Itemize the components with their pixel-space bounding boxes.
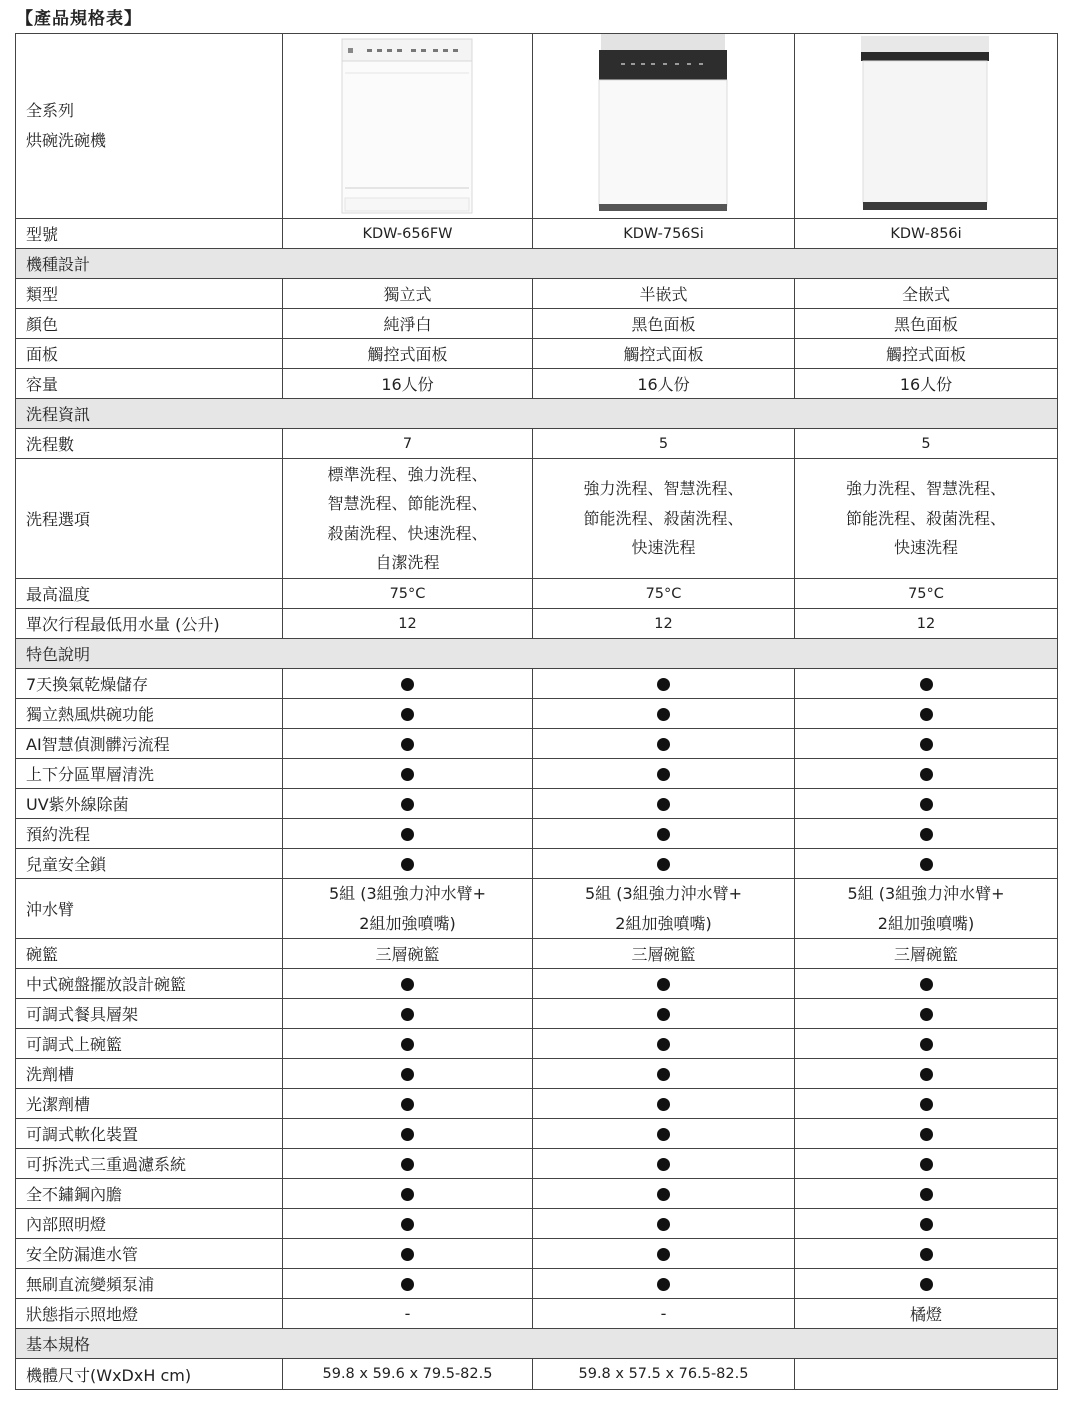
supported-dot-icon — [401, 1218, 414, 1231]
cell-value: 黑色面板 — [533, 309, 795, 339]
cell-value — [795, 1359, 1058, 1390]
feature-cell — [795, 729, 1058, 759]
program-option-line: 節能洗程、殺菌洗程、 — [845, 508, 1006, 528]
feature-cell — [283, 1059, 533, 1089]
feature-label: 洗劑槽 — [16, 1059, 283, 1089]
spray-line: 2組加強噴嘴) — [877, 913, 975, 933]
supported-dot-icon — [401, 1188, 414, 1201]
cell-value: 半嵌式 — [533, 279, 795, 309]
feature-cell — [533, 1029, 795, 1059]
supported-dot-icon — [920, 1188, 933, 1201]
feature-row — [16, 789, 1058, 819]
feature-cell — [795, 849, 1058, 879]
feature-cell — [533, 1119, 795, 1149]
cell-value: 獨立式 — [283, 279, 533, 309]
cell-value: 純淨白 — [283, 309, 533, 339]
feature-cell — [283, 1209, 533, 1239]
feature-cell — [533, 1269, 795, 1299]
table-row — [16, 879, 1058, 939]
cell-value: 75°C — [283, 579, 533, 609]
feature-cell — [533, 729, 795, 759]
supported-dot-icon — [657, 828, 670, 841]
feature-label: 全不鏽鋼內膽 — [16, 1179, 283, 1209]
cell-value: - — [283, 1299, 533, 1329]
table-row — [16, 369, 1058, 399]
supported-dot-icon — [401, 1038, 414, 1051]
row-label: 顏色 — [16, 309, 283, 339]
section-design — [16, 249, 1058, 279]
feature-cell — [795, 759, 1058, 789]
spray-line: 5組 (3組強力沖水臂+ — [847, 884, 1005, 903]
table-row — [16, 339, 1058, 369]
feature-cell — [283, 699, 533, 729]
supported-dot-icon — [657, 858, 670, 871]
spray-line: 2組加強噴嘴) — [615, 913, 712, 933]
cell-value: 7 — [283, 429, 533, 459]
dishwasher-built-in-image — [859, 36, 991, 212]
series-label — [16, 34, 283, 219]
table-row — [16, 429, 1058, 459]
supported-dot-icon — [657, 1098, 670, 1111]
row-label: 容量 — [16, 369, 283, 399]
feature-label: 預約洗程 — [16, 819, 283, 849]
supported-dot-icon — [657, 708, 670, 721]
spray-cell — [283, 879, 533, 939]
feature-cell — [795, 819, 1058, 849]
feature-cell — [533, 1209, 795, 1239]
product-image-cell-3 — [795, 34, 1058, 219]
cell-value: 16人份 — [795, 369, 1058, 399]
feature-label: 中式碗盤擺放設計碗籃 — [16, 969, 283, 999]
row-label: 面板 — [16, 339, 283, 369]
feature-cell — [283, 729, 533, 759]
feature-cell — [795, 669, 1058, 699]
program-option-line: 自潔洗程 — [375, 553, 440, 572]
supported-dot-icon — [401, 1248, 414, 1261]
supported-dot-icon — [920, 768, 933, 781]
row-label: 碗籃 — [16, 939, 283, 969]
program-option-line: 快速洗程 — [893, 538, 958, 558]
table-row — [16, 609, 1058, 639]
supported-dot-icon — [401, 1158, 414, 1171]
feature-row — [16, 1059, 1058, 1089]
feature-label: UV紫外線除菌 — [16, 789, 283, 819]
feature-cell — [533, 849, 795, 879]
program-option-line: 標準洗程、強力洗程、 — [327, 464, 488, 484]
cell-value: 16人份 — [283, 369, 533, 399]
feature-row — [16, 1029, 1058, 1059]
feature-cell — [795, 699, 1058, 729]
feature-cell — [283, 1179, 533, 1209]
feature-cell — [533, 819, 795, 849]
supported-dot-icon — [920, 1038, 933, 1051]
program-options-cell — [283, 459, 533, 579]
supported-dot-icon — [401, 1068, 414, 1081]
table-row — [16, 939, 1058, 969]
feature-label: 安全防漏進水管 — [16, 1239, 283, 1269]
feature-cell — [795, 1119, 1058, 1149]
supported-dot-icon — [401, 978, 414, 991]
feature-label: 可拆洗式三重過濾系統 — [16, 1149, 283, 1179]
feature-label: 可調式上碗籃 — [16, 1029, 283, 1059]
feature-cell — [533, 1059, 795, 1089]
supported-dot-icon — [920, 1068, 933, 1081]
row-label: 狀態指示照地燈 — [16, 1299, 283, 1329]
supported-dot-icon — [657, 678, 670, 691]
feature-cell — [533, 999, 795, 1029]
feature-cell — [795, 999, 1058, 1029]
row-label: 機體尺寸(WxDxH cm) — [16, 1359, 283, 1390]
section-title: 特色說明 — [16, 639, 1058, 669]
spray-cell — [795, 879, 1058, 939]
feature-row — [16, 1179, 1058, 1209]
feature-label: AI智慧偵測髒污流程 — [16, 729, 283, 759]
feature-row — [16, 819, 1058, 849]
feature-row — [16, 999, 1058, 1029]
cell-value: 黑色面板 — [795, 309, 1058, 339]
supported-dot-icon — [920, 1218, 933, 1231]
feature-label: 上下分區單層清洗 — [16, 759, 283, 789]
feature-label: 可調式軟化裝置 — [16, 1119, 283, 1149]
product-image-row — [16, 34, 1058, 219]
cell-value: 59.8 x 57.5 x 76.5-82.5 — [533, 1359, 795, 1390]
supported-dot-icon — [920, 1248, 933, 1261]
supported-dot-icon — [401, 798, 414, 811]
table-row — [16, 309, 1058, 339]
feature-cell — [795, 1089, 1058, 1119]
supported-dot-icon — [920, 678, 933, 691]
feature-cell — [795, 1209, 1058, 1239]
section-title: 洗程資訊 — [16, 399, 1058, 429]
supported-dot-icon — [401, 1008, 414, 1021]
supported-dot-icon — [401, 1098, 414, 1111]
supported-dot-icon — [657, 798, 670, 811]
cell-value: 12 — [533, 609, 795, 639]
supported-dot-icon — [401, 1278, 414, 1291]
cell-value: - — [533, 1299, 795, 1329]
supported-dot-icon — [401, 828, 414, 841]
feature-cell — [283, 999, 533, 1029]
supported-dot-icon — [657, 978, 670, 991]
feature-cell — [795, 1059, 1058, 1089]
feature-cell — [795, 1149, 1058, 1179]
feature-row — [16, 1239, 1058, 1269]
feature-row — [16, 1269, 1058, 1299]
row-label: 洗程數 — [16, 429, 283, 459]
supported-dot-icon — [657, 1248, 670, 1261]
feature-row — [16, 759, 1058, 789]
spray-line: 5組 (3組強力沖水臂+ — [328, 884, 487, 903]
table-row — [16, 1359, 1058, 1390]
feature-label: 獨立熱風烘碗功能 — [16, 699, 283, 729]
feature-cell — [283, 1029, 533, 1059]
cell-value: 三層碗籃 — [795, 939, 1058, 969]
feature-row — [16, 1119, 1058, 1149]
cell-value: 觸控式面板 — [795, 339, 1058, 369]
feature-cell — [283, 759, 533, 789]
feature-row — [16, 699, 1058, 729]
supported-dot-icon — [657, 1218, 670, 1231]
section-basic — [16, 1329, 1058, 1359]
supported-dot-icon — [401, 678, 414, 691]
program-option-line: 節能洗程、殺菌洗程、 — [583, 508, 744, 528]
feature-cell — [533, 1089, 795, 1119]
supported-dot-icon — [920, 1098, 933, 1111]
supported-dot-icon — [657, 768, 670, 781]
cell-value: 全嵌式 — [795, 279, 1058, 309]
feature-cell — [283, 789, 533, 819]
supported-dot-icon — [401, 858, 414, 871]
cell-value: 觸控式面板 — [533, 339, 795, 369]
feature-row — [16, 969, 1058, 999]
feature-row — [16, 1089, 1058, 1119]
supported-dot-icon — [657, 1008, 670, 1021]
feature-label: 7天換氣乾燥儲存 — [16, 669, 283, 699]
feature-cell — [795, 1029, 1058, 1059]
feature-row — [16, 849, 1058, 879]
spray-line: 5組 (3組強力沖水臂+ — [584, 884, 743, 903]
supported-dot-icon — [920, 828, 933, 841]
dishwasher-semi-built-in-image — [597, 34, 729, 212]
supported-dot-icon — [920, 1278, 933, 1291]
feature-group-b — [16, 969, 1058, 1299]
feature-cell — [795, 1179, 1058, 1209]
cell-value: 三層碗籃 — [283, 939, 533, 969]
feature-cell — [283, 669, 533, 699]
series-label-line1: 全系列 — [26, 101, 75, 120]
dishwasher-white-image — [341, 38, 473, 214]
table-row — [16, 1299, 1058, 1329]
feature-cell — [795, 789, 1058, 819]
product-image-cell-2 — [533, 34, 795, 219]
supported-dot-icon — [920, 738, 933, 751]
feature-cell — [533, 1179, 795, 1209]
feature-label: 內部照明燈 — [16, 1209, 283, 1239]
feature-cell — [795, 1269, 1058, 1299]
supported-dot-icon — [657, 1068, 670, 1081]
table-row — [16, 279, 1058, 309]
cell-value: 59.8 x 59.6 x 79.5-82.5 — [283, 1359, 533, 1390]
section-program — [16, 399, 1058, 429]
cell-value: 橘燈 — [795, 1299, 1058, 1329]
supported-dot-icon — [920, 1008, 933, 1021]
cell-value: 12 — [795, 609, 1058, 639]
feature-cell — [795, 1239, 1058, 1269]
row-label: 最高溫度 — [16, 579, 283, 609]
supported-dot-icon — [401, 768, 414, 781]
program-options-cell — [795, 459, 1058, 579]
table-row — [16, 579, 1058, 609]
feature-cell — [283, 1239, 533, 1269]
cell-value: 75°C — [795, 579, 1058, 609]
feature-label: 無刷直流變頻泵浦 — [16, 1269, 283, 1299]
feature-cell — [283, 1269, 533, 1299]
feature-cell — [533, 759, 795, 789]
supported-dot-icon — [920, 858, 933, 871]
supported-dot-icon — [401, 1128, 414, 1141]
feature-cell — [533, 699, 795, 729]
page-title: 【產品規格表】 — [16, 9, 142, 29]
supported-dot-icon — [401, 708, 414, 721]
program-option-line: 強力洗程、智慧洗程、 — [583, 479, 744, 499]
feature-row — [16, 1209, 1058, 1239]
supported-dot-icon — [920, 798, 933, 811]
feature-cell — [283, 969, 533, 999]
feature-row — [16, 1149, 1058, 1179]
program-option-line: 快速洗程 — [631, 538, 696, 558]
cell-value: 12 — [283, 609, 533, 639]
feature-cell — [533, 789, 795, 819]
feature-cell — [533, 1239, 795, 1269]
feature-label: 光潔劑槽 — [16, 1089, 283, 1119]
row-label: 沖水臂 — [16, 879, 283, 939]
model-value: KDW-756Si — [533, 219, 795, 249]
supported-dot-icon — [920, 1158, 933, 1171]
row-label: 類型 — [16, 279, 283, 309]
supported-dot-icon — [920, 978, 933, 991]
feature-group-a — [16, 669, 1058, 879]
model-value: KDW-656FW — [283, 219, 533, 249]
section-title: 機種設計 — [16, 249, 1058, 279]
spray-cell — [533, 879, 795, 939]
row-label: 單次行程最低用水量 (公升) — [16, 609, 283, 639]
supported-dot-icon — [657, 1278, 670, 1291]
cell-value: 5 — [533, 429, 795, 459]
cell-value: 75°C — [533, 579, 795, 609]
section-title: 基本規格 — [16, 1329, 1058, 1359]
feature-cell — [533, 969, 795, 999]
supported-dot-icon — [657, 738, 670, 751]
product-image-cell-1 — [283, 34, 533, 219]
supported-dot-icon — [657, 1188, 670, 1201]
program-option-line: 殺菌洗程、快速洗程、 — [327, 523, 488, 543]
table-row — [16, 459, 1058, 579]
feature-cell — [283, 849, 533, 879]
series-label-line2: 烘碗洗碗機 — [26, 131, 107, 150]
feature-cell — [533, 1149, 795, 1179]
row-label: 洗程選項 — [16, 459, 283, 579]
feature-cell — [533, 669, 795, 699]
feature-label: 可調式餐具層架 — [16, 999, 283, 1029]
cell-value: 16人份 — [533, 369, 795, 399]
supported-dot-icon — [920, 708, 933, 721]
section-features — [16, 639, 1058, 669]
supported-dot-icon — [657, 1158, 670, 1171]
spray-line: 2組加強噴嘴) — [359, 913, 456, 933]
supported-dot-icon — [657, 1038, 670, 1051]
feature-row — [16, 669, 1058, 699]
feature-cell — [283, 1119, 533, 1149]
program-option-line: 智慧洗程、節能洗程、 — [327, 494, 488, 513]
model-label: 型號 — [16, 219, 283, 249]
feature-cell — [283, 819, 533, 849]
cell-value: 觸控式面板 — [283, 339, 533, 369]
feature-cell — [795, 969, 1058, 999]
cell-value: 三層碗籃 — [533, 939, 795, 969]
program-option-line: 強力洗程、智慧洗程、 — [845, 479, 1006, 499]
model-value: KDW-856i — [795, 219, 1058, 249]
supported-dot-icon — [401, 738, 414, 751]
program-options-cell — [533, 459, 795, 579]
model-row — [16, 219, 1058, 249]
cell-value: 5 — [795, 429, 1058, 459]
feature-cell — [283, 1089, 533, 1119]
supported-dot-icon — [657, 1128, 670, 1141]
feature-cell — [283, 1149, 533, 1179]
feature-row — [16, 729, 1058, 759]
supported-dot-icon — [920, 1128, 933, 1141]
spec-table — [15, 33, 1058, 1390]
feature-label: 兒童安全鎖 — [16, 849, 283, 879]
